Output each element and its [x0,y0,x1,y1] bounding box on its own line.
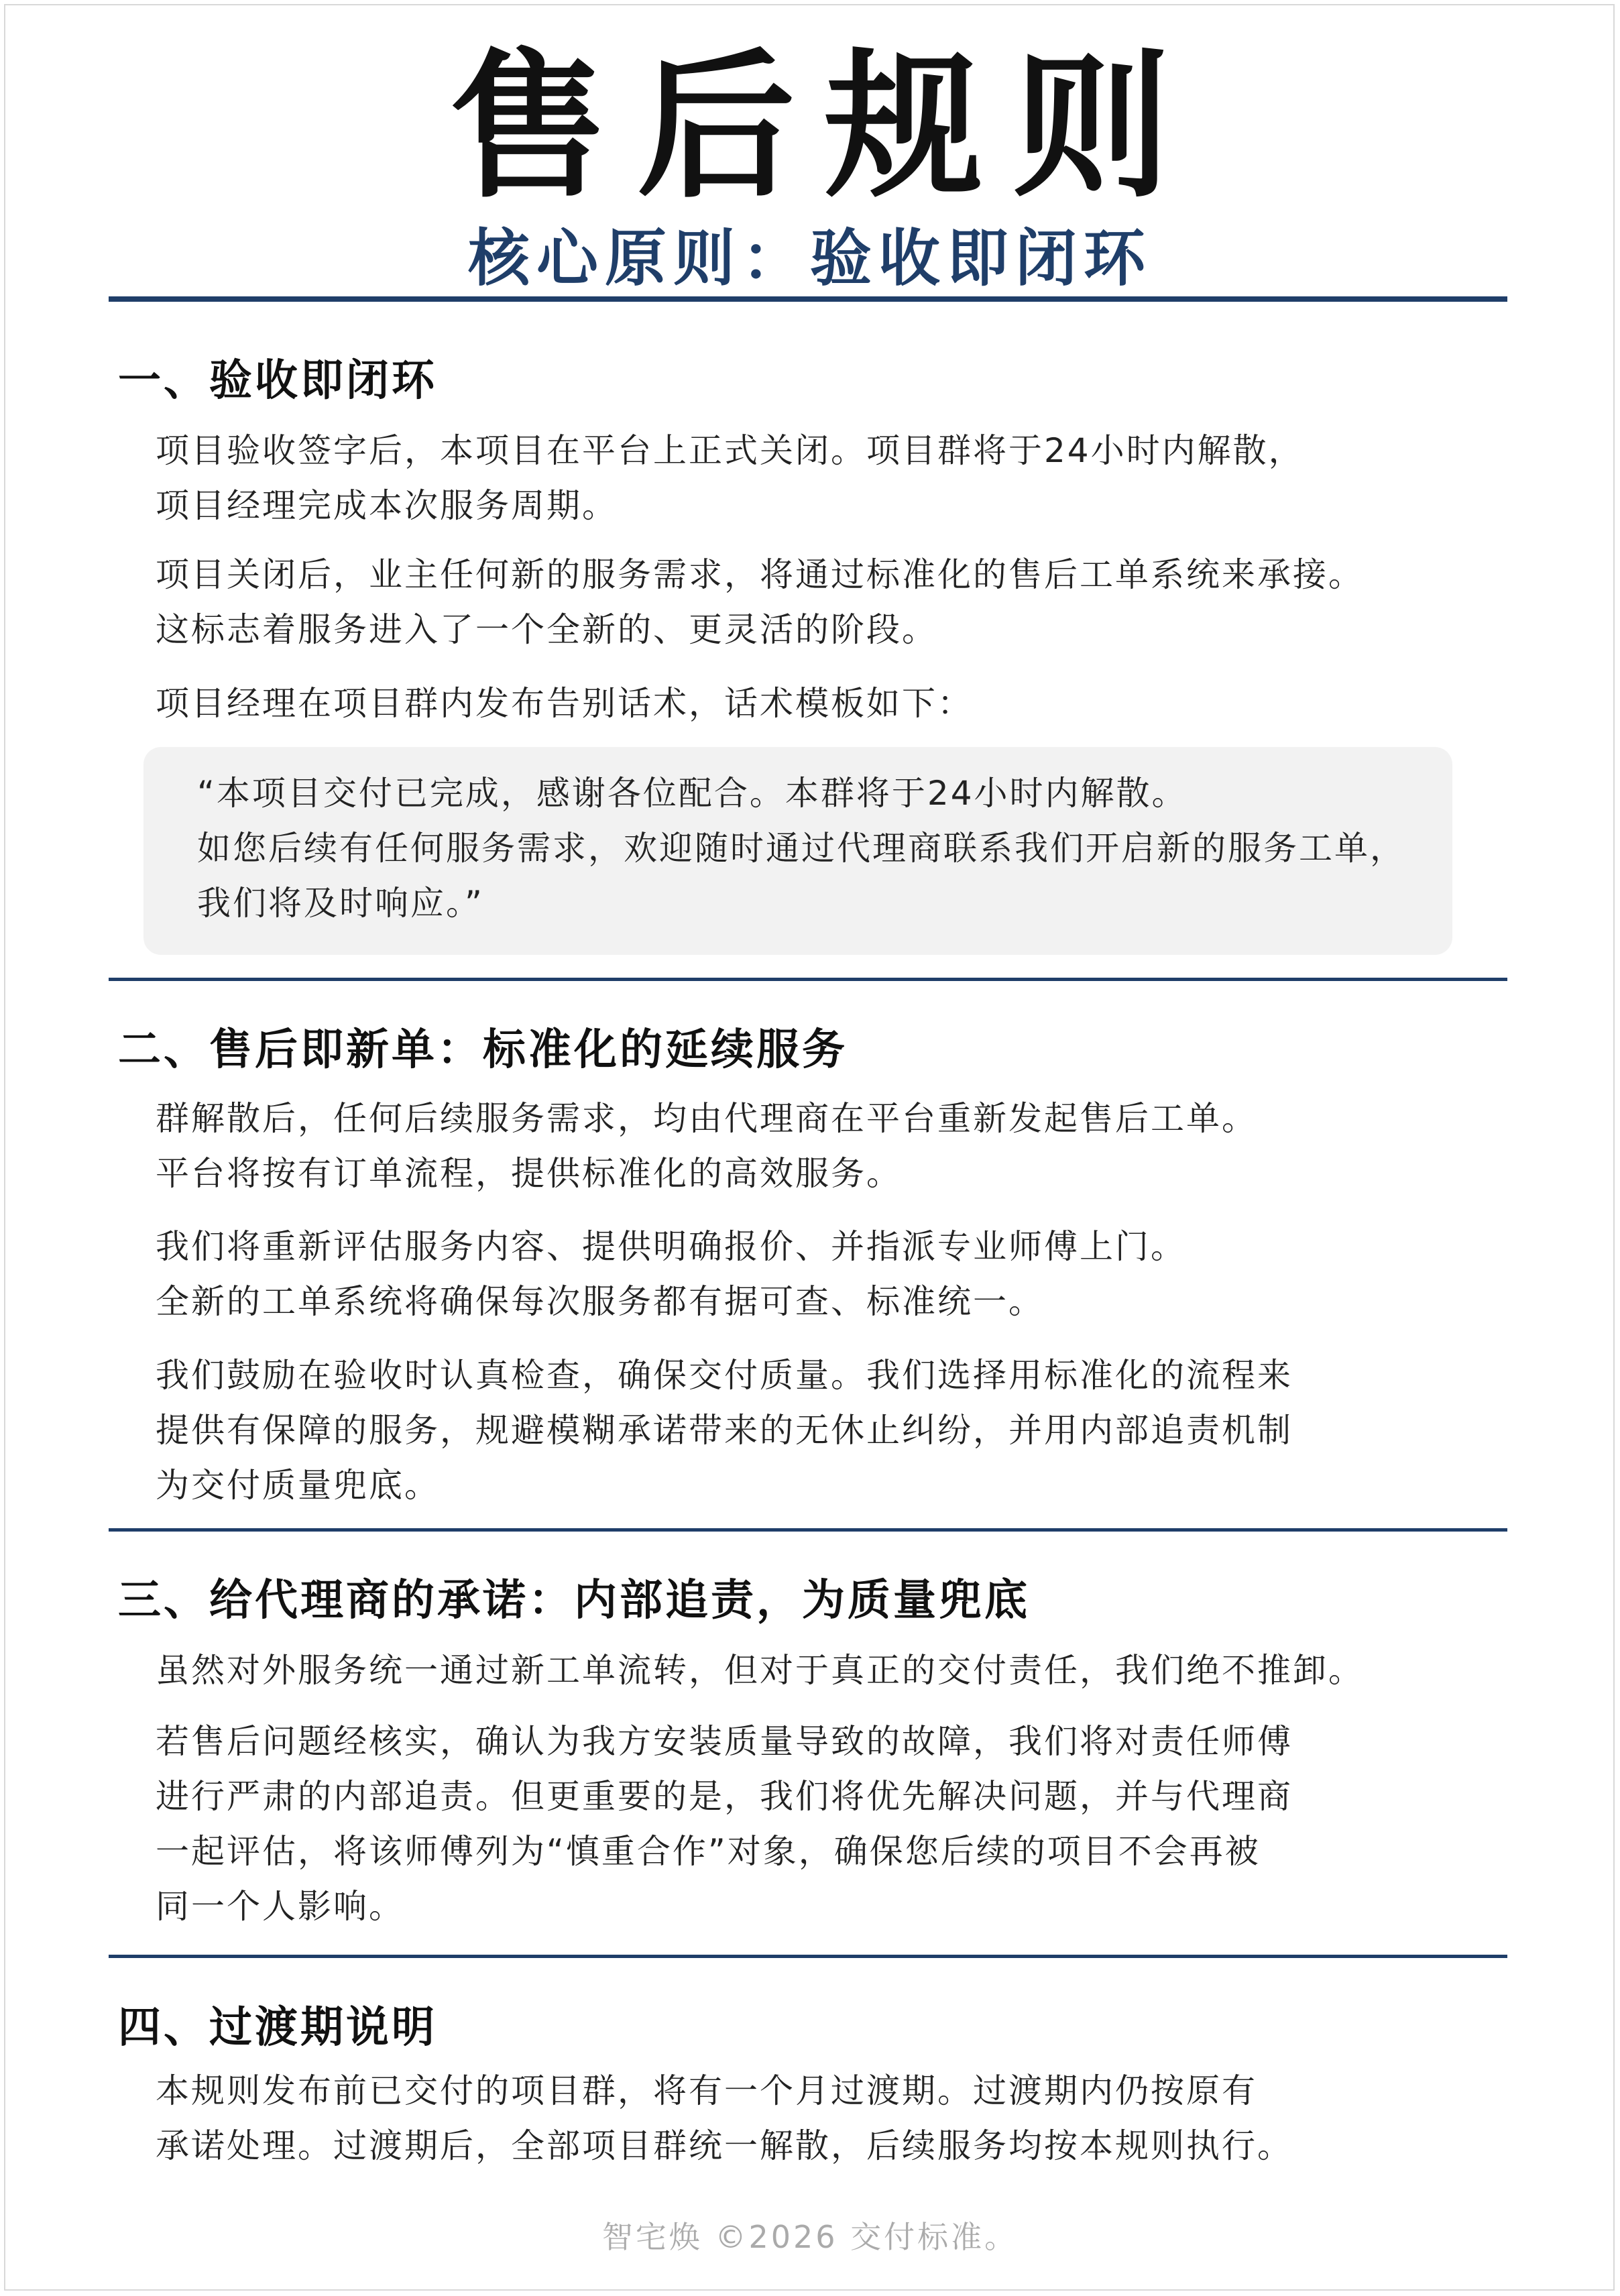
page-title: 售后规则 [449,35,1200,219]
section-1-heading: 一、验收即闭环 [118,356,437,406]
text-line: 项目关闭后，业主任何新的服务需求，将通过标准化的售后工单系统来承接。 [156,555,1364,594]
quote-line: 如您后续有任何服务需求，欢迎随时通过代理商联系我们开启新的服务工单， [197,829,1405,868]
section-divider [109,1528,1507,1532]
section-divider [109,978,1507,981]
text-line: 承诺处理。过渡期后，全部项目群统一解散，后续服务均按本规则执行。 [156,2126,1293,2165]
text-line: 若售后问题经核实，确认为我方安装质量导致的故障，我们将对责任师傅 [156,1722,1293,1761]
section-divider [109,1955,1507,1958]
text-line: 群解散后，任何后续服务需求，均由代理商在平台重新发起售后工单。 [156,1099,1257,1138]
section-2-paragraph-2 [156,1219,1497,1329]
text-line: 本规则发布前已交付的项目群，将有一个月过渡期。过渡期内仍按原有 [156,2071,1257,2110]
section-3-paragraph-2 [156,1714,1497,1934]
text-line: 项目经理在项目群内发布告别话术，话术模板如下： [156,684,973,723]
section-4-paragraph-1 [156,2063,1497,2173]
page-subtitle: 核心原则：验收即闭环 [467,223,1152,294]
farewell-template-quote [197,766,1405,931]
section-2-paragraph-3 [156,1348,1497,1513]
section-2-paragraph-1 [156,1091,1497,1201]
quote-line: “本项目交付已完成，感谢各位配合。本群将于24小时内解散。 [197,774,1188,813]
text-line: 我们鼓励在验收时认真检查，确保交付质量。我们选择用标准化的流程来 [156,1356,1293,1395]
section-2-heading: 二、售后即新单：标准化的延续服务 [118,1025,848,1075]
text-line: 项目验收签字后，本项目在平台上正式关闭。项目群将于24小时内解散， [156,431,1304,470]
text-line: 进行严肃的内部追责。但更重要的是，我们将优先解决问题，并与代理商 [156,1777,1293,1816]
text-line: 提供有保障的服务，规避模糊承诺带来的无休止纠纷，并用内部追责机制 [156,1411,1293,1450]
text-line: 全新的工单系统将确保每次服务都有据可查、标准统一。 [156,1282,1044,1321]
text-line: 平台将按有订单流程，提供标准化的高效服务。 [156,1154,902,1193]
section-3-paragraph-1 [156,1643,1497,1698]
text-line: 虽然对外服务统一通过新工单流转，但对于真正的交付责任，我们绝不推卸。 [156,1651,1364,1690]
quote-line: 我们将及时响应。” [197,884,484,923]
text-line: 一起评估，将该师傅列为“慎重合作”对象，确保您后续的项目不会再被 [156,1832,1261,1871]
text-line: 为交付质量兜底。 [156,1466,440,1505]
text-line: 这标志着服务进入了一个全新的、更灵活的阶段。 [156,610,937,649]
text-line: 项目经理完成本次服务周期。 [156,486,618,525]
section-1-paragraph-2 [156,547,1497,657]
section-3-heading: 三、给代理商的承诺：内部追责，为质量兜底 [118,1576,1030,1625]
title-divider [109,296,1507,302]
section-4-heading: 四、过渡期说明 [118,2003,437,2053]
footer-copyright: 智宅焕 ©2026 交付标准。 [601,2219,1019,2255]
section-1-paragraph-3 [156,676,1497,731]
text-line: 同一个人影响。 [156,1887,404,1926]
section-1-paragraph-1 [156,423,1497,533]
text-line: 我们将重新评估服务内容、提供明确报价、并指派专业师傅上门。 [156,1227,1186,1266]
